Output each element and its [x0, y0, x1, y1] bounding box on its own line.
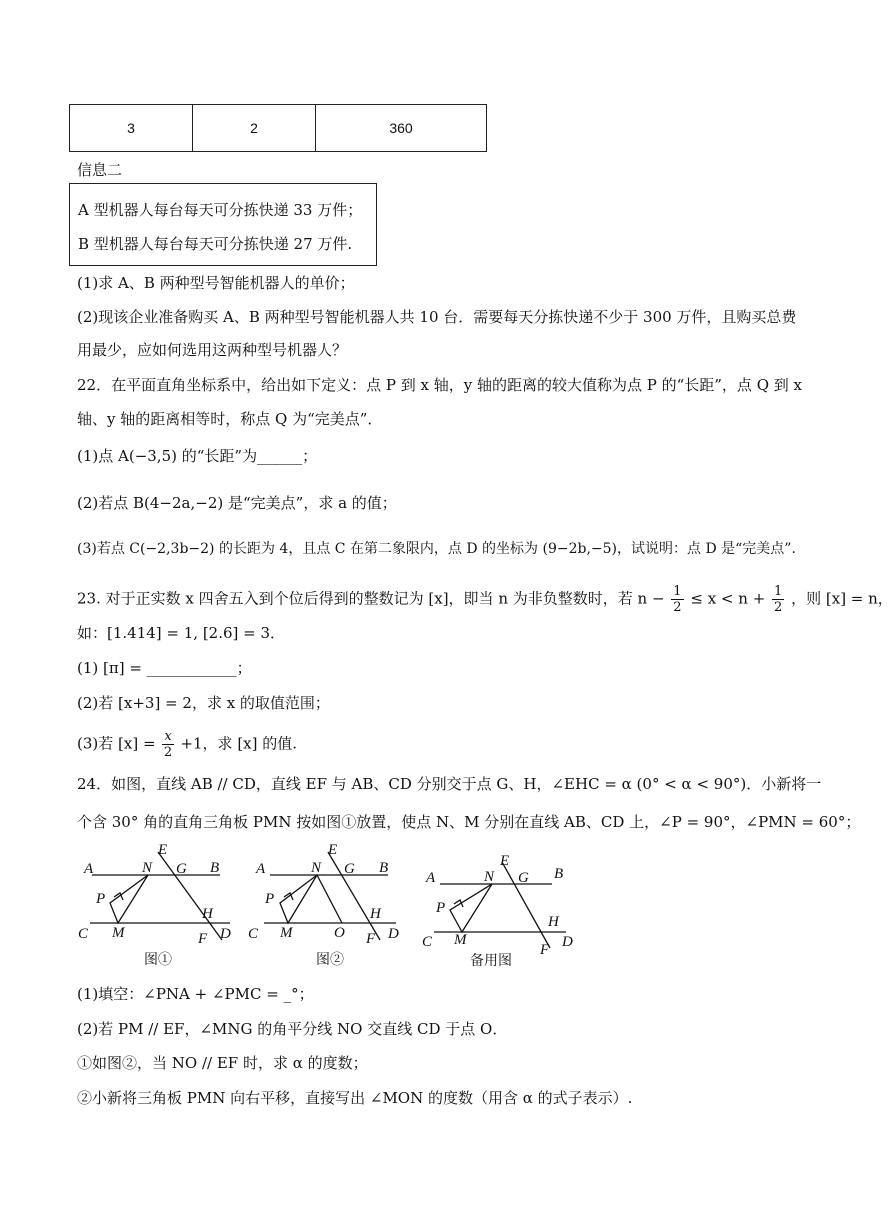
triangle-pmn: [450, 884, 492, 932]
label-g: G: [344, 861, 355, 877]
fraction-numerator: x: [164, 729, 172, 744]
q23-intro-part-c: ，则 [x] = n，: [791, 589, 893, 608]
label-d: D: [388, 926, 399, 942]
label-p: P: [96, 891, 106, 907]
info2-title: 信息二: [77, 161, 123, 179]
label-c: C: [422, 934, 433, 950]
q24-intro-line2: 个含 30° 角的直角三角板 PMN 按如图①放置，使点 N、M 分别在直线 AB、CD 上，∠P = 90°，∠PMN = 60°；: [77, 813, 861, 831]
q23-intro-part-b: ≤ x < n +: [690, 589, 766, 608]
q21-part2-line1: (2)现该企业准备购买 A、B 两种型号智能机器人共 10 台．需要每天分拣快递不少于 300 万件，且购买总费: [77, 308, 797, 326]
fraction-half: [772, 584, 784, 615]
label-e: E: [328, 842, 338, 858]
fraction-denominator: 2: [673, 600, 682, 615]
label-o: O: [334, 925, 345, 941]
fraction-numerator: 1: [673, 584, 682, 599]
line-no: [317, 875, 342, 923]
label-p: P: [436, 900, 446, 916]
q23-part3-a: (3)若 [x] =: [77, 734, 156, 753]
q22-part2: (2)若点 B(4−2a,−2) 是“完美点”，求 a 的值；: [77, 494, 397, 512]
fraction-denominator: 2: [774, 600, 783, 615]
label-d: D: [562, 934, 573, 950]
fraction-half: [671, 584, 683, 615]
q22-part3: (3)若点 C(−2,3b−2) 的长距为 4，且点 C 在第二象限内，点 D 的坐标为 (9−2b,−5)，试说明：点 D 是“完美点”.: [77, 541, 796, 557]
label-n: N: [142, 860, 153, 876]
fraction-numerator: 1: [774, 584, 783, 599]
caption-figure-spare: 备用图: [470, 952, 512, 968]
label-m: M: [454, 932, 467, 948]
label-b: B: [210, 860, 220, 876]
label-b: B: [379, 860, 389, 876]
q22-intro-line2: 轴、y 轴的距离相等时，称点 Q 为“完美点”．: [77, 410, 383, 428]
label-p: P: [265, 891, 275, 907]
label-f: F: [540, 942, 550, 958]
info2-line2: B 型机器人每台每天可分拣快递 27 万件.: [78, 235, 353, 253]
q23-part3: [77, 729, 297, 760]
table-row: [70, 105, 487, 152]
info2-box: [69, 183, 377, 266]
q23-intro-line2: 如：[1.414] = 1, [2.6] = 3．: [77, 624, 286, 642]
q24-part1: (1)填空：∠PNA + ∠PMC = _°；: [77, 985, 314, 1003]
triangle-pmn: [110, 875, 148, 923]
label-a: A: [84, 861, 94, 877]
label-n: N: [311, 860, 322, 876]
q23-part2: (2)若 [x+3] = 2，求 x 的取值范围；: [77, 694, 330, 712]
label-h: H: [548, 914, 559, 930]
table-cell: 3: [70, 105, 193, 152]
label-m: M: [280, 925, 293, 941]
label-g: G: [518, 870, 529, 886]
label-a: A: [426, 870, 436, 886]
label-h: H: [370, 906, 381, 922]
table-cell: 2: [193, 105, 316, 152]
q24-part2: (2)若 PM // EF，∠MNG 的角平分线 NO 交直线 CD 于点 O．: [77, 1020, 508, 1038]
q22-part1: (1)点 A(−3,5) 的“长距”为______；: [77, 447, 318, 465]
q23-part1: (1) [π] = ____________；: [77, 659, 252, 677]
triangle-pmn: [280, 875, 317, 923]
fraction-denominator: 2: [163, 745, 173, 760]
caption-figure-2: 图②: [316, 951, 344, 967]
info2-line1: A 型机器人每台每天可分拣快递 33 万件；: [78, 201, 363, 219]
q22-intro-line1: 22．在平面直角坐标系中，给出如下定义：点 P 到 x 轴，y 轴的距离的较大值称为点 P 的“长距”，点 Q 到 x: [77, 376, 802, 394]
label-n: N: [484, 869, 495, 885]
q24-intro-line1: 24．如图，直线 AB // CD，直线 EF 与 AB、CD 分别交于点 G、H，∠EHC = α (0° < α < 90°)．小新将一: [77, 775, 822, 793]
label-e: E: [158, 842, 168, 858]
label-m: M: [112, 925, 125, 941]
label-a: A: [256, 861, 266, 877]
label-c: C: [248, 926, 259, 942]
label-g: G: [176, 861, 187, 877]
label-f: F: [198, 931, 208, 947]
figure-2: [248, 842, 399, 947]
label-e: E: [500, 853, 510, 869]
label-h: H: [202, 906, 213, 922]
fraction-x-over-2: [162, 729, 173, 760]
label-c: C: [78, 926, 89, 942]
q23-intro-part-a: 23. 对于正实数 x 四舍五入到个位后得到的整数记为 [x]，即当 n 为非负整数时，若 n −: [77, 589, 665, 608]
q21-part1: (1)求 A、B 两种型号智能机器人的单价；: [77, 274, 355, 292]
q23-part3-b: +1，求 [x] 的值.: [180, 734, 298, 753]
label-f: F: [366, 931, 376, 947]
data-table: [69, 104, 487, 152]
q24-part2-i: ①如图②，当 NO // EF 时，求 α 的度数；: [77, 1054, 368, 1072]
q24-part2-ii: ②小新将三角板 PMN 向右平移，直接写出 ∠MON 的度数（用含 α 的式子表示）.: [77, 1089, 633, 1107]
caption-figure-1: 图①: [144, 951, 172, 967]
label-b: B: [554, 866, 564, 882]
figure-1: [78, 842, 231, 947]
figure-spare: [422, 853, 573, 958]
table-cell: 360: [316, 105, 487, 152]
q21-part2-line2: 用最少，应如何选用这两种型号机器人？: [77, 341, 348, 359]
q23-intro-line1: [77, 584, 893, 615]
label-d: D: [220, 926, 231, 942]
